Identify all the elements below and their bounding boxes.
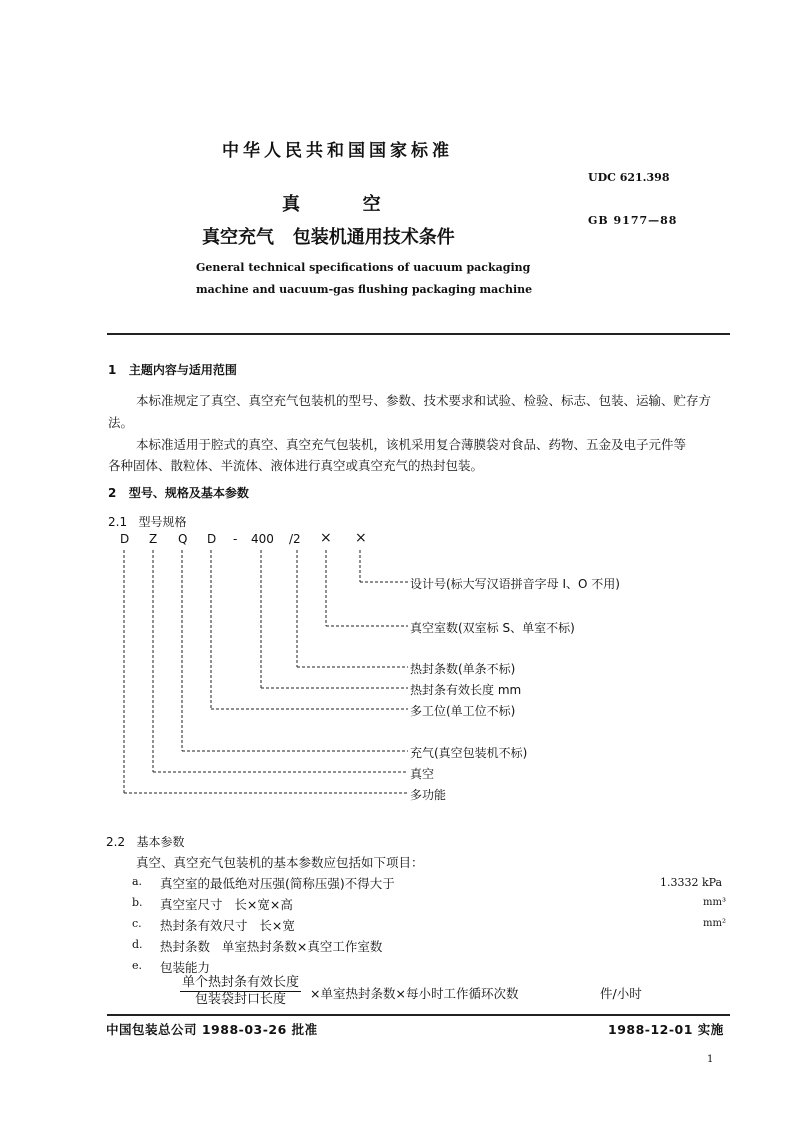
param-c-unit: mm² bbox=[703, 918, 726, 929]
section-1-heading: 1 主题内容与适用范围 bbox=[108, 363, 237, 377]
label-seal-bar-count: 热封条数(单条不标) bbox=[410, 662, 516, 676]
leader-gas-flush bbox=[182, 550, 408, 751]
model-code-d1: D bbox=[120, 532, 130, 546]
national-standard-title: 中华人民共和国国家标准 bbox=[222, 141, 453, 161]
section-1-para-2-line-2: 各种固体、散粒体、半流体、液体进行真空或真空充气的热封包装。 bbox=[108, 458, 484, 473]
model-code-d2: D bbox=[207, 532, 217, 546]
model-code-chambers: × bbox=[320, 530, 332, 546]
footer-divider bbox=[107, 1014, 730, 1016]
gb-number: GB 9177—88 bbox=[588, 214, 678, 227]
model-code-sealbars: /2 bbox=[289, 532, 301, 546]
fraction-denominator: 包装袋封口长度 bbox=[195, 992, 287, 1007]
leader-design-number bbox=[360, 550, 408, 582]
model-code-length: 400 bbox=[251, 532, 274, 546]
section-2-2-heading: 2.2 基本参数 bbox=[106, 835, 185, 849]
param-b-unit: mm³ bbox=[703, 897, 726, 908]
leader-chamber-count bbox=[326, 550, 408, 626]
param-e-text: 包装能力 bbox=[160, 960, 211, 975]
param-c-text: 热封条有效尺寸 长×宽 bbox=[160, 918, 295, 933]
label-design-number: 设计号(标大写汉语拼音字母 I、O 不用) bbox=[410, 577, 620, 591]
formula-rest: ×单室热封条数×每小时工作循环次数 bbox=[310, 986, 519, 1001]
param-a-text: 真空室的最低绝对压强(简称压强)不得大于 bbox=[160, 876, 395, 891]
leader-seal-bar-count bbox=[297, 550, 408, 667]
fraction-numerator: 单个热封条有效长度 bbox=[182, 975, 300, 990]
model-code-z: Z bbox=[149, 532, 158, 546]
title-line-1: 真 空 bbox=[282, 194, 381, 215]
param-a-letter: a. bbox=[132, 875, 143, 888]
english-title-line-1: General technical specifications of uacuum packaging bbox=[196, 261, 531, 274]
section-1-para-2-line-1: 本标准适用于腔式的真空、真空充气包装机，该机采用复合薄膜袋对食品、药物、五金及电子元件等 bbox=[136, 437, 687, 452]
model-code-design: × bbox=[355, 530, 367, 546]
model-code-dash: - bbox=[233, 532, 238, 546]
leader-multi-function bbox=[124, 550, 408, 793]
label-gas-flush: 充气(真空包装机不标) bbox=[410, 746, 528, 760]
param-a-value: 1.3332 kPa bbox=[660, 876, 723, 889]
param-d-letter: d. bbox=[132, 938, 143, 951]
section-2-2-intro: 真空、真空充气包装机的基本参数应包括如下项目： bbox=[136, 855, 424, 870]
english-title-line-2: machine and uacuum-gas flushing packaging machine bbox=[196, 283, 533, 296]
section-2-1-heading: 2.1 型号规格 bbox=[108, 515, 187, 529]
param-b-letter: b. bbox=[132, 896, 143, 909]
section-2-heading: 2 型号、规格及基本参数 bbox=[108, 486, 249, 500]
label-vacuum: 真空 bbox=[410, 767, 435, 781]
param-e-letter: e. bbox=[132, 959, 143, 972]
effective-date: 1988-12-01 实施 bbox=[608, 1022, 724, 1037]
leader-vacuum bbox=[153, 550, 408, 772]
label-multi-function: 多功能 bbox=[410, 788, 447, 802]
param-c-letter: c. bbox=[132, 917, 142, 930]
title-line-2: 真空充气 包装机通用技术条件 bbox=[202, 227, 455, 248]
section-1-para-1-line-2: 法。 bbox=[108, 415, 134, 430]
label-seal-length: 热封条有效长度 mm bbox=[410, 683, 522, 697]
page-number: 1 bbox=[707, 1054, 714, 1065]
label-multi-station: 多工位(单工位不标) bbox=[410, 704, 516, 718]
approval-line: 中国包装总公司 1988-03-26 批准 bbox=[106, 1022, 318, 1037]
section-1-para-1-line-1: 本标准规定了真空、真空充气包装机的型号、参数、技术要求和试验、检验、标志、包装、运输、贮存方 bbox=[136, 393, 712, 408]
udc-number: UDC 621.398 bbox=[588, 171, 670, 184]
param-b-text: 真空室尺寸 长×宽×高 bbox=[160, 897, 293, 912]
capacity-fraction bbox=[180, 975, 301, 1008]
label-chamber-count: 真空室数(双室标 S、单室不标) bbox=[410, 621, 575, 635]
param-d-text: 热封条数 单室热封条数×真空工作室数 bbox=[160, 939, 383, 954]
leader-multi-station bbox=[211, 550, 408, 709]
formula-unit: 件/小时 bbox=[600, 986, 642, 1001]
model-code-q: Q bbox=[178, 532, 188, 546]
